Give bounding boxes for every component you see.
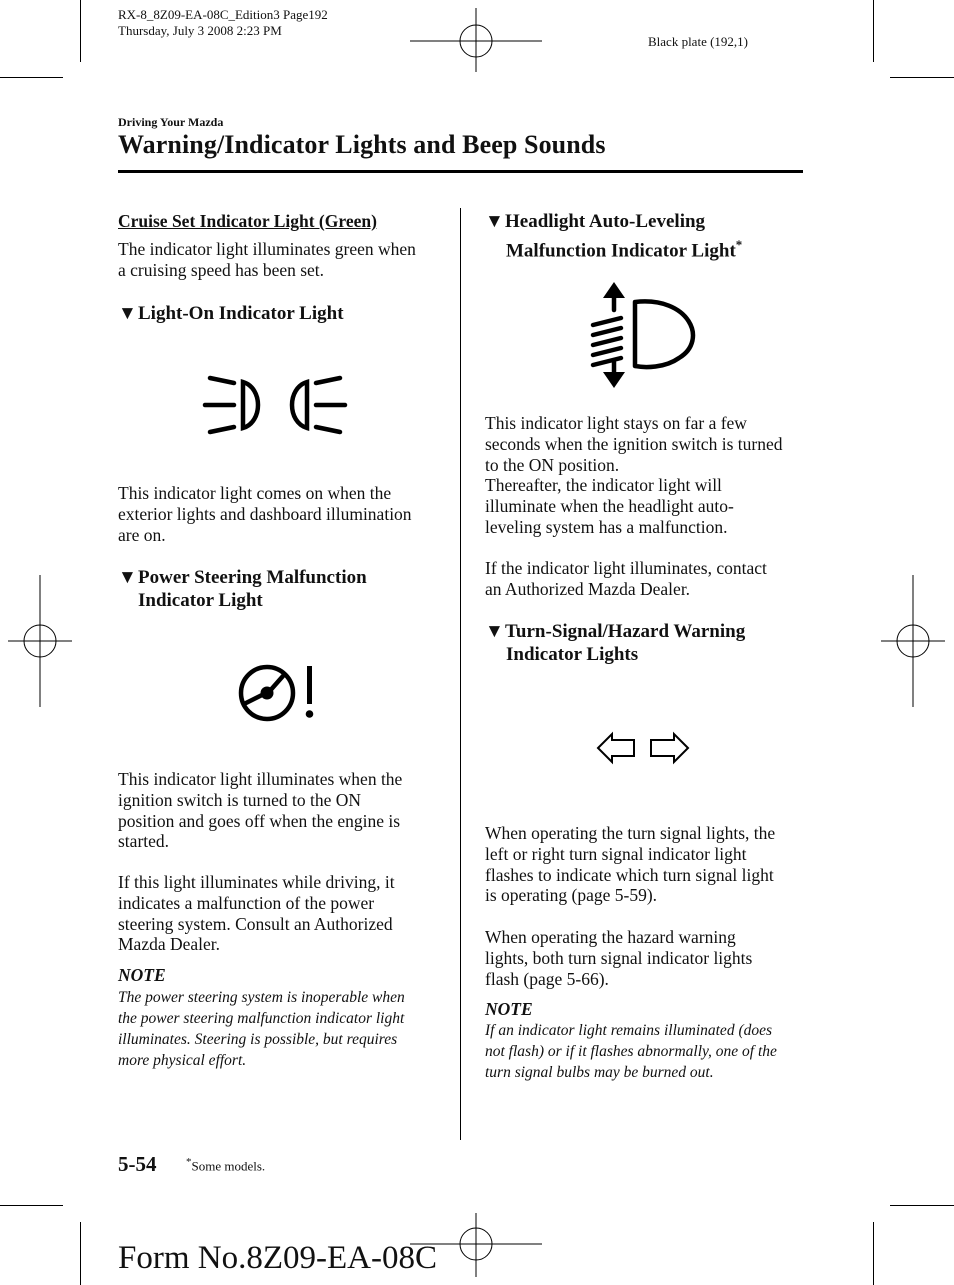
headlight-heading	[485, 211, 742, 262]
registration-mark-right	[881, 575, 945, 707]
column-divider	[460, 208, 461, 1140]
text-line: This indicator light comes on when the	[118, 483, 392, 503]
print-job-line2: Thursday, July 3 2008 2:23 PM	[118, 23, 282, 38]
title-rule	[118, 170, 803, 173]
note-line: illuminates. Steering is possible, but requires	[118, 1031, 398, 1048]
power-steering-heading	[118, 567, 367, 612]
light-on-text	[118, 483, 412, 545]
text-line: Mazda Dealer.	[118, 934, 221, 955]
headlight-leveling-icon	[585, 280, 697, 390]
heading-line: Indicator Light	[138, 589, 263, 611]
text-line: flash (page 5-66).	[485, 968, 609, 989]
print-job-info	[118, 7, 328, 39]
text-line: left or right turn signal indicator light	[485, 843, 747, 864]
text-line: seconds when the ignition switch is turned	[485, 433, 783, 454]
text-line: indicates a malfunction of the power	[118, 892, 375, 913]
note-line: more physical effort.	[118, 1052, 247, 1069]
text-line: illuminate when the headlight auto-	[485, 496, 734, 517]
note-line: the power steering malfunction indicator light	[118, 1010, 405, 1027]
cruise-heading: Cruise Set Indicator Light (Green)	[118, 211, 377, 231]
text-line: started.	[118, 831, 170, 852]
heading-text: Light-On Indicator Light	[138, 303, 344, 324]
triangle-marker: ▼	[118, 303, 137, 324]
triangle-marker: ▼	[118, 567, 137, 588]
note-line: The power steering system is inoperable when	[118, 989, 405, 1006]
text-line: This indicator light stays on far a few	[485, 413, 747, 433]
text-line: flashes to indicate which turn signal light	[485, 864, 774, 885]
text-line: ignition switch is turned to the ON	[118, 789, 362, 810]
page-number: 5-54	[118, 1152, 157, 1176]
form-number: Form No.8Z09-EA-08C	[118, 1240, 437, 1276]
note-heading: NOTE	[485, 999, 533, 1019]
text-line: If the indicator light illuminates, contact	[485, 558, 767, 578]
text-line: an Authorized Mazda Dealer.	[485, 578, 691, 599]
registration-mark-left	[8, 575, 72, 707]
text-line: are on.	[118, 524, 166, 545]
heading-line: Power Steering Malfunction	[138, 567, 367, 588]
turn-signal-heading	[485, 621, 745, 666]
turn-signal-text-1	[485, 823, 775, 906]
power-steering-text-2	[118, 872, 395, 955]
turn-signal-text-2	[485, 927, 752, 989]
text-line: leveling system has a malfunction.	[485, 516, 728, 537]
power-steering-warning-icon	[236, 662, 322, 722]
text-line: a cruising speed has been set.	[118, 259, 325, 280]
text-line: The indicator light illuminates green when	[118, 239, 416, 259]
text-line: This indicator light illuminates when the	[118, 769, 403, 789]
note-text	[118, 987, 405, 1071]
text-line: When operating the hazard warning	[485, 927, 736, 947]
page-title: Warning/Indicator Lights and Beep Sounds	[118, 130, 606, 159]
headlight-text-2	[485, 558, 767, 600]
note-text	[485, 1020, 777, 1083]
triangle-marker: ▼	[485, 621, 504, 642]
note-line: If an indicator light remains illuminated (does	[485, 1022, 773, 1039]
footnote	[186, 1156, 265, 1174]
heading-line: Turn-Signal/Hazard Warning	[505, 621, 746, 642]
text-line: steering system. Consult an Authorized	[118, 913, 393, 934]
text-line: position and goes off when the engine is	[118, 810, 401, 831]
headlight-text-1	[485, 413, 782, 538]
print-job-line1: RX-8_8Z09-EA-08C_Edition3 Page192	[118, 7, 328, 22]
footnote-asterisk: *	[186, 1156, 192, 1168]
cruise-text	[118, 239, 416, 281]
heading-line: Indicator Lights	[506, 643, 639, 665]
text-line: When operating the turn signal lights, the	[485, 823, 776, 843]
text-line: If this light illuminates while driving, it	[118, 872, 395, 892]
plate-label: Black plate (192,1)	[648, 34, 748, 49]
note-heading: NOTE	[118, 965, 166, 985]
heading-line: Malfunction Indicator Light	[506, 239, 736, 261]
section-label: Driving Your Mazda	[118, 115, 224, 129]
light-on-heading	[118, 303, 344, 326]
some-models-asterisk: *	[735, 236, 743, 252]
note-line: turn signal bulbs may be burned out.	[485, 1064, 714, 1081]
registration-mark-top	[410, 8, 542, 72]
text-line: Thereafter, the indicator light will	[485, 475, 722, 496]
turn-signal-arrows-icon	[596, 730, 690, 766]
note-line: not flash) or if it flashes abnormally, one of the	[485, 1043, 777, 1060]
text-line: to the ON position.	[485, 454, 620, 475]
text-line: lights, both turn signal indicator lights	[485, 947, 753, 968]
triangle-marker: ▼	[485, 211, 504, 232]
footnote-text: Some models.	[191, 1158, 266, 1174]
text-line: is operating (page 5-59).	[485, 885, 658, 906]
heading-line: Headlight Auto-Leveling	[505, 211, 706, 232]
text-line: exterior lights and dashboard illumination	[118, 503, 412, 524]
light-on-indicator-icon	[202, 370, 348, 440]
power-steering-text-1	[118, 769, 402, 852]
